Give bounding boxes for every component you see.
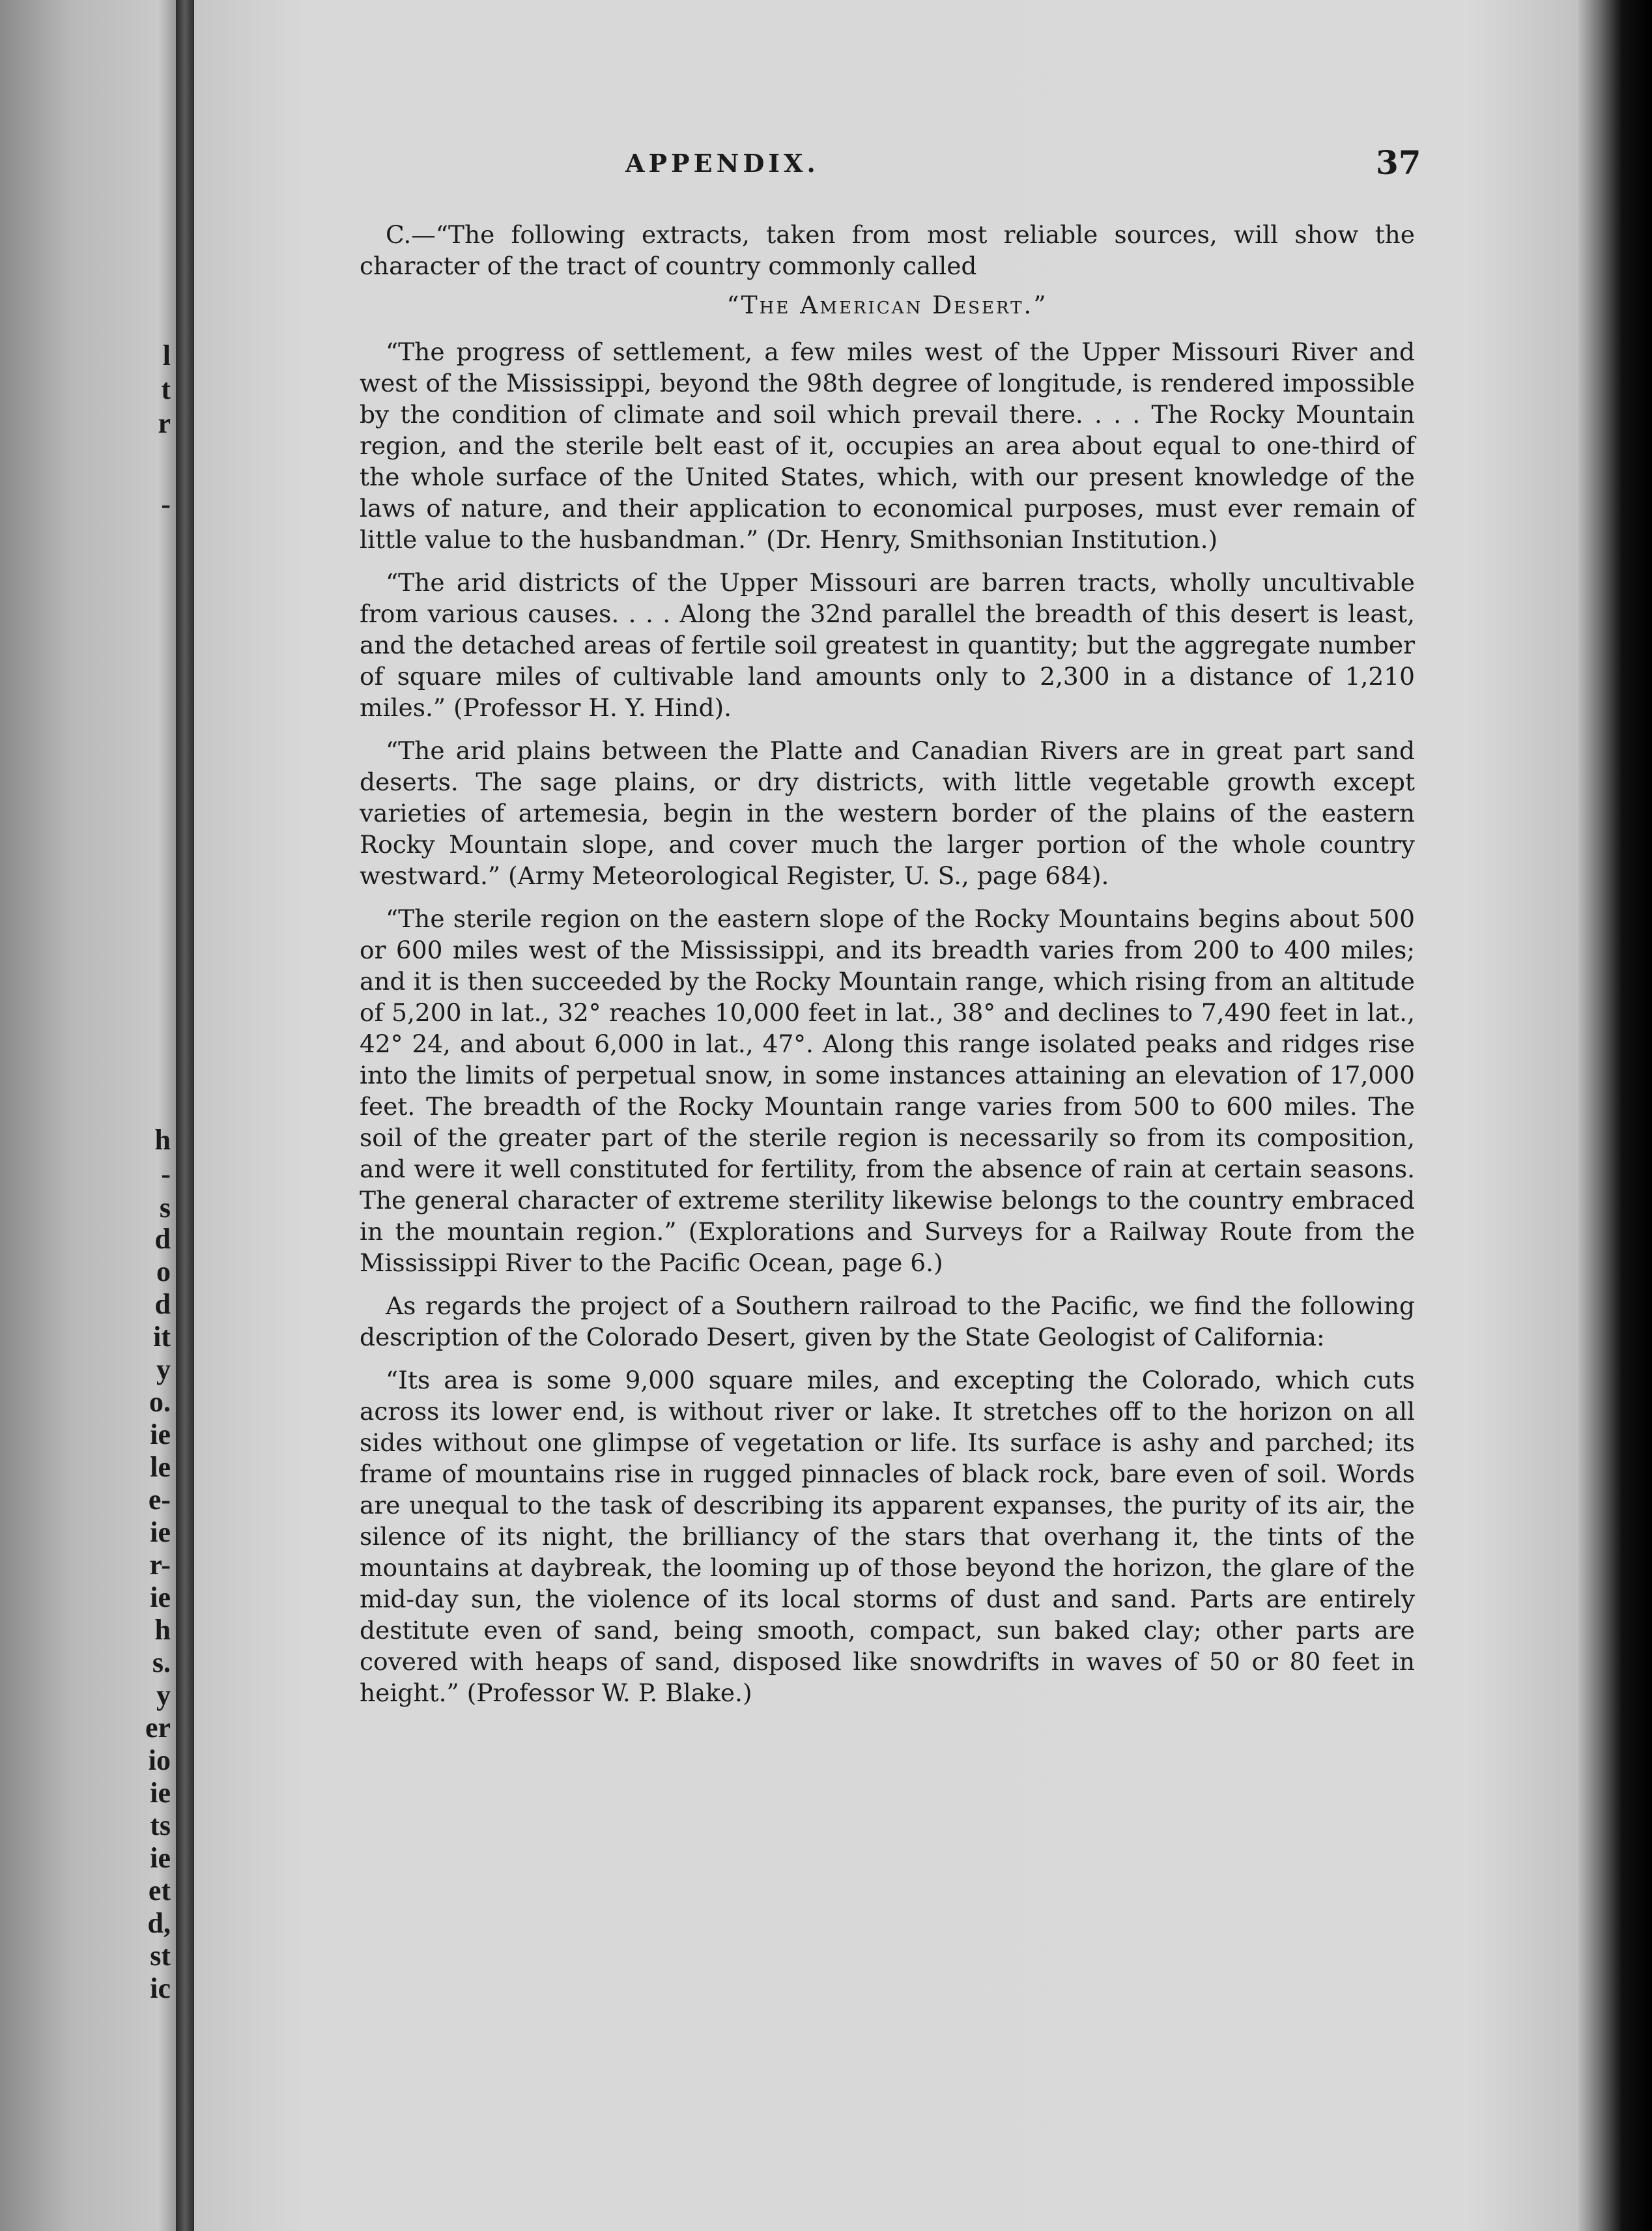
- margin-fragment: -: [161, 488, 171, 520]
- book-gutter: [176, 0, 194, 2231]
- adjacent-page-edge: [0, 0, 176, 2231]
- margin-fragment: ie: [150, 1418, 171, 1450]
- margin-fragment: ts: [150, 1809, 171, 1841]
- margin-fragment: ie: [150, 1516, 171, 1548]
- scan-border-right: [1578, 0, 1652, 2231]
- margin-fragment: et: [148, 1875, 171, 1907]
- margin-fragment: d: [154, 1223, 171, 1255]
- margin-fragment: o.: [149, 1386, 171, 1418]
- margin-fragment: -: [161, 1158, 171, 1190]
- quote-paragraph: “The progress of settlement, a few miles west of the Upper Missouri River and west of the Mississippi, beyond the 98th degree of longitude, is rendered impossible by the condition of climate and soil which prevail there. . . . The Rocky Mountain region, and the sterile belt east of it, occupies an area about equal to one-third of the whole surface of the United States, which, with our present knowledge of the laws of nature, and their application to economical purposes, must ever remain of little value to the husbandman.” (Dr. Henry, Smithsonian Institution.): [360, 338, 1415, 554]
- margin-fragment: ie: [150, 1842, 171, 1874]
- quote-paragraph: “The arid districts of the Upper Missouri are barren tracts, wholly uncultivable from various causes. . . . Along the 32nd parallel the breadth of this desert is least, and the detached areas of fertile soil greatest in quantity; but the aggregate number of square miles of cultivable land amounts only to 2,300 in a distance of 1,210 miles.” (Professor H. Y. Hind).: [360, 568, 1415, 722]
- margin-fragment: o: [156, 1256, 171, 1288]
- margin-fragment: r: [158, 407, 171, 439]
- margin-fragment: e-: [148, 1484, 171, 1516]
- body-paragraph: As regards the project of a Southern railroad to the Pacific, we find the following description of the Colorado Desert, given by the State Geologist of California:: [360, 1291, 1415, 1351]
- margin-fragment: ie: [150, 1581, 171, 1613]
- margin-fragment: it: [153, 1321, 171, 1353]
- running-head: APPENDIX.: [625, 149, 819, 178]
- margin-fragment: st: [150, 1940, 171, 1972]
- margin-fragment: h: [154, 1124, 171, 1156]
- margin-fragment: l: [162, 339, 171, 371]
- margin-fragment: io: [148, 1744, 171, 1776]
- text-column: [360, 219, 1415, 1720]
- section-heading: “The American Desert.”: [726, 291, 1048, 319]
- margin-fragment: s.: [152, 1647, 171, 1678]
- quote-paragraph: “The arid plains between the Platte and Canadian Rivers are in great part sand deserts. The sage plains, or dry districts, with little vegetable growth except varieties of artemesia, begin in the western border of the plains of the eastern Rocky Mountain slope, and cover much the larger portion of the whole country westward.” (Army Meteorological Register, U. S., page 684).: [360, 736, 1415, 890]
- margin-fragment: t: [161, 373, 171, 405]
- margin-fragment: ic: [150, 1972, 171, 2004]
- margin-fragment: r-: [149, 1549, 171, 1581]
- margin-fragment: ie: [150, 1777, 171, 1809]
- margin-fragment: d: [154, 1288, 171, 1320]
- margin-fragment: s: [159, 1192, 171, 1224]
- intro-paragraph: C.—“The following extracts, taken from most reliable sources, will show the character of the tract of country commonly called: [360, 220, 1415, 280]
- margin-fragment: y: [156, 1353, 171, 1385]
- quote-paragraph: “The sterile region on the eastern slope of the Rocky Mountains begins about 500 or 600 miles west of the Mississippi, and its breadth varies from 200 to 400 miles; and it is then succeeded by the Rocky Mountain range, which rising from an altitude of 5,200 in lat., 32° reaches 10,000 feet in lat., 38° and declines to 7,490 feet in lat., 42° 24, and about 6,000 in lat., 47°. Along this range isolated peaks and ridges rise into the limits of perpetual snow, in some instances attaining an elevation of 17,000 feet. The breadth of the Rocky Mountain range varies from 500 to 600 miles. The soil of the greater part of the sterile region is necessarily so from its composition, and were it well constituted for fertility, from the absence of rain at certain seasons. The general character of extreme sterility likewise belongs to the country embraced in the mountain region.” (Explorations and Surveys for a Railway Route from the Mississippi River to the Pacific Ocean, page 6.): [360, 904, 1415, 1277]
- margin-fragment: h: [154, 1614, 171, 1646]
- margin-fragment: le: [150, 1451, 171, 1483]
- margin-fragment: er: [145, 1712, 171, 1744]
- margin-fragment: y: [156, 1679, 171, 1711]
- margin-fragment: d,: [147, 1907, 171, 1939]
- quote-paragraph: “Its area is some 9,000 square miles, and excepting the Colorado, which cuts across its lower end, is without river or lake. It stretches off to the horizon on all sides without one glimpse of vegetation or life. Its surface is ashy and parched; its frame of mountains rise in rugged pinnacles of black rock, bare even of soil. Words are unequal to the task of describing its apparent expanses, the purity of its air, the silence of its night, the brilliancy of the stars that overhang it, the tints of the mountains at daybreak, the looming up of those beyond the horizon, the glare of the mid-day sun, the violence of its local storms of dust and sand. Parts are entirely destitute even of sand, being smooth, compact, sun baked clay; other parts are covered with heaps of sand, disposed like snowdrifts in waves of 50 or 80 feet in height.” (Professor W. P. Blake.): [360, 1366, 1415, 1707]
- page-number: 37: [1376, 143, 1421, 182]
